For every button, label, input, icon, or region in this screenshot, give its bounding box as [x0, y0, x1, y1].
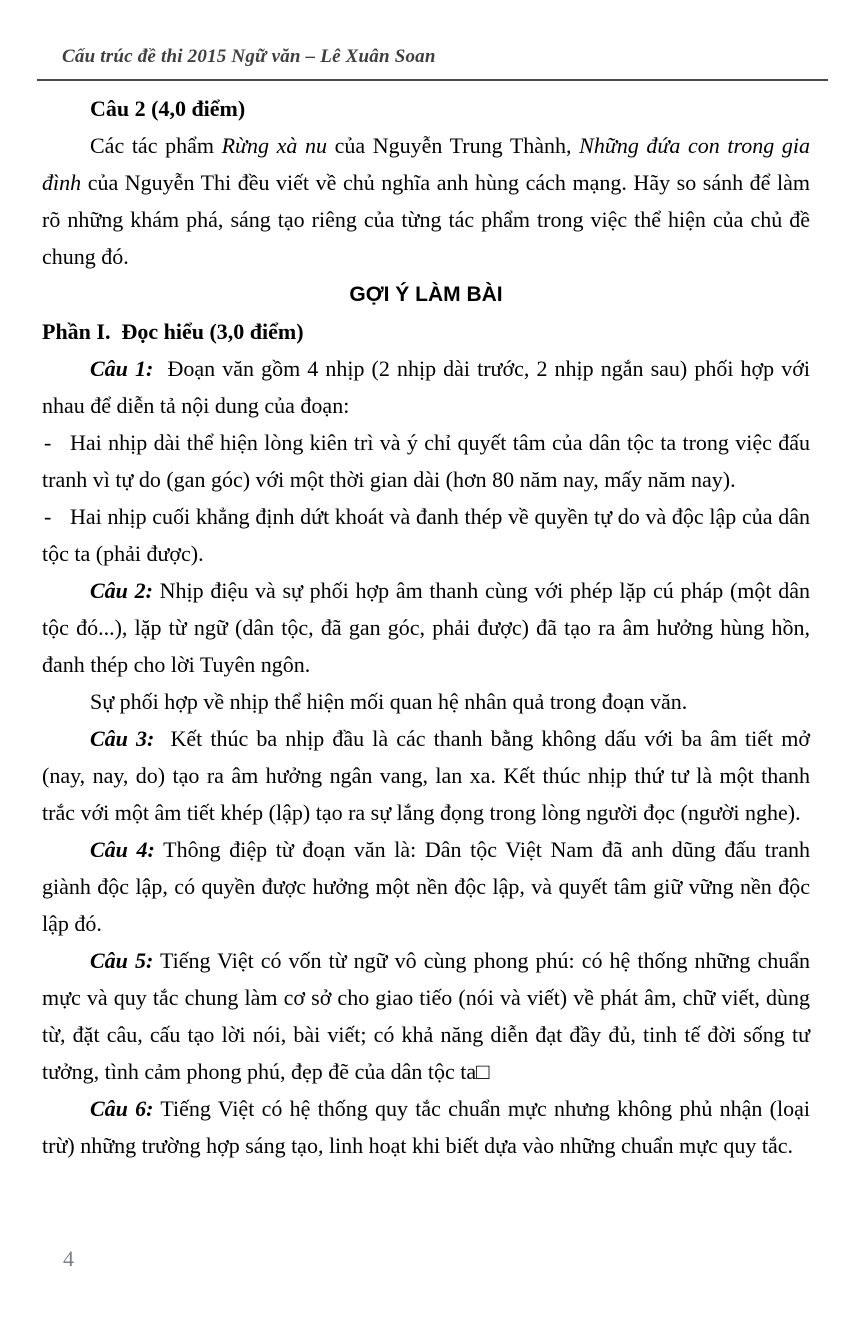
- paragraph: [42, 127, 810, 275]
- text-segment: Đoạn văn gồm 4 nhịp (2 nhịp dài trước, 2 nhịp ngắn sau) phối hợp với nhau để diễn tả nội dung của đoạn:: [42, 356, 810, 418]
- text-segment: Thông điệp từ đoạn văn là: Dân tộc Việt Nam đã anh dũng đấu tranh giành độc lập, có quyền được hưởng một nền độc lập, và quyết tâm giữ vững nền độc lập đó.: [42, 837, 810, 936]
- paragraph: [42, 90, 810, 127]
- paragraph: [42, 572, 810, 683]
- text-segment: Hai nhịp dài thể hiện lòng kiên trì và ý chỉ quyết tâm của dân tộc ta trong việc đấu tranh vì tự do (gan góc) với một thời gian dài (hơn 80 năm nay, mấy năm nay).: [42, 430, 810, 492]
- text-segment: Câu 3:: [90, 726, 155, 751]
- bullet-marker: -: [44, 504, 52, 529]
- paragraph: [42, 498, 810, 572]
- text-segment: Những đứa con trong gia đình: [42, 133, 810, 195]
- text-segment: Câu 2 (4,0 điểm): [90, 96, 246, 121]
- text-segment: Hai nhịp cuối khẳng định dứt khoát và đanh thép về quyền tự do và độc lập của dân tộc ta (phải được).: [42, 504, 810, 566]
- bullet-marker: -: [44, 430, 52, 455]
- paragraph: [42, 831, 810, 942]
- text-segment: Câu 1:: [90, 356, 154, 381]
- text-segment: của Nguyễn Thi đều viết về chủ nghĩa anh hùng cách mạng. Hãy so sánh để làm rõ những khám phá, sáng tạo riêng của từng tác phẩm trong việc thể hiện của chủ đề chung đó.: [42, 170, 810, 269]
- text-segment: Tiếng Việt có hệ thống quy tắc chuẩn mực nhưng không phủ nhận (loại trừ) những trường hợp sáng tạo, linh hoạt khi biết dựa vào những chuẩn mực quy tắc.: [42, 1096, 810, 1158]
- header-rule: [37, 79, 828, 81]
- text-segment: Nhịp điệu và sự phối hợp âm thanh cùng với phép lặp cú pháp (một dân tộc đó...), lặp từ ngữ (dân tộc, đã gan góc, phải được) đã tạo ra âm hưởng hùng hồn, đanh thép cho lời Tuyên ngôn.: [42, 578, 810, 677]
- text-segment: Phần I. Đọc hiểu (3,0 điểm): [42, 319, 304, 344]
- document-body: [42, 90, 810, 1164]
- text-segment: của Nguyễn Trung Thành,: [327, 133, 580, 158]
- paragraph: [42, 1090, 810, 1164]
- text-segment: Câu 6:: [90, 1096, 154, 1121]
- text-segment: GỢI Ý LÀM BÀI: [349, 283, 503, 306]
- text-segment: Tiếng Việt có vốn từ ngữ vô cùng phong phú: có hệ thống những chuẩn mực và quy tắc chung làm cơ sở cho giao tiếo (nói và viết) về phát âm, chữ viết, dùng từ, đặt câu, cấu tạo lời nói, bài viết; có khả năng diễn đạt đầy đủ, tinh tế đời sống tư tưởng, tình cảm phong phú, đẹp đẽ của dân tộc ta□: [42, 948, 810, 1084]
- paragraph: [42, 313, 810, 350]
- paragraph: [42, 350, 810, 424]
- running-header: Cấu trúc đề thi 2015 Ngữ văn – Lê Xuân Soan: [62, 46, 436, 67]
- paragraph: [42, 683, 810, 720]
- page-number: 4: [63, 1246, 74, 1271]
- paragraph: [42, 424, 810, 498]
- text-segment: Kết thúc ba nhịp đầu là các thanh bằng không dấu với ba âm tiết mở (nay, nay, do) tạo ra âm hưởng ngân vang, lan xa. Kết thúc nhịp thứ tư là một thanh trắc với một âm tiết khép (lập) tạo ra sự lắng đọng trong lòng người đọc (người nghe).: [42, 726, 810, 825]
- text-segment: Câu 2:: [90, 578, 153, 603]
- text-segment: Câu 5:: [90, 948, 154, 973]
- paragraph: [42, 942, 810, 1090]
- text-segment: Rừng xà nu: [221, 133, 327, 158]
- text-segment: Các tác phẩm: [90, 133, 222, 158]
- paragraph: [42, 275, 810, 313]
- paragraph: [42, 720, 810, 831]
- text-segment: Sự phối hợp về nhịp thể hiện mối quan hệ nhân quả trong đoạn văn.: [90, 689, 688, 714]
- text-segment: Câu 4:: [90, 837, 155, 862]
